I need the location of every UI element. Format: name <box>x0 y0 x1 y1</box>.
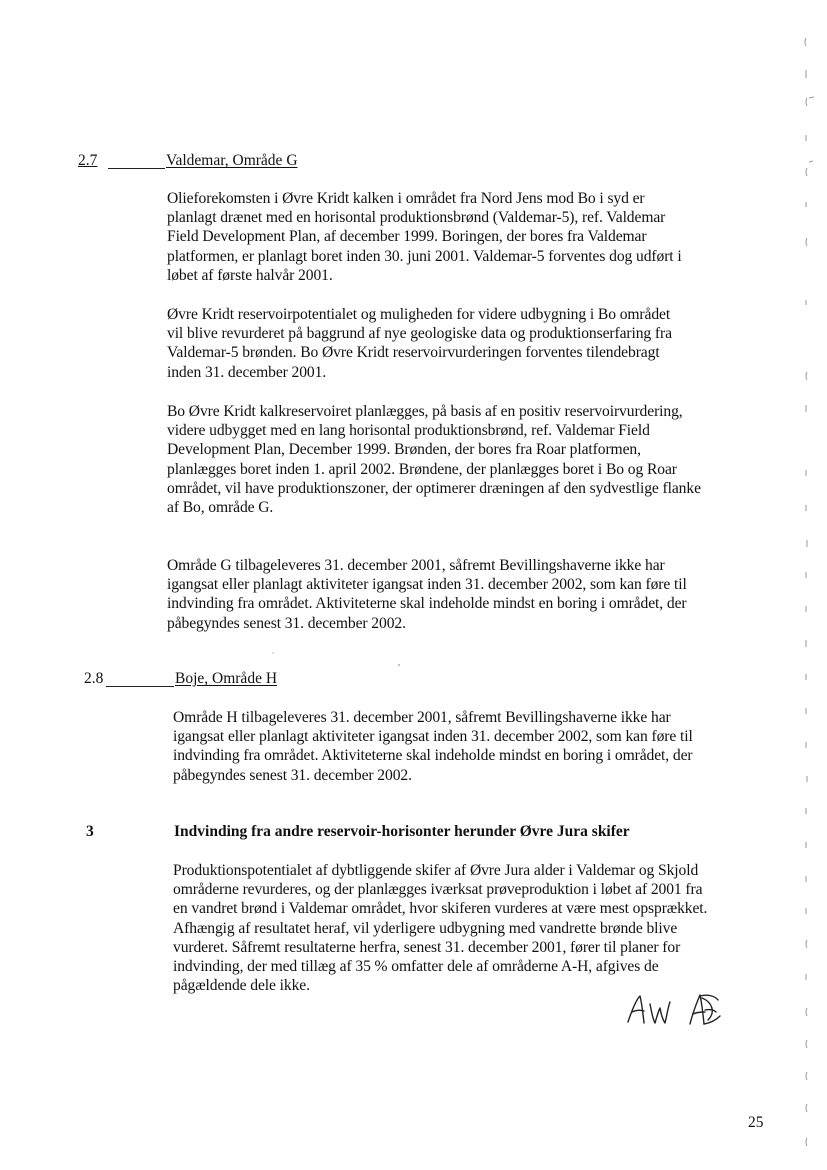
paragraph: Øvre Kridt reservoirpotentialet og muligheden for videre udbygning i Bo området vil blive revurderet på baggrund af nye geologiske data og produktionserfaring fra Valdemar-5 brønden. Bo Øvre Kridt reservoirvurderingen forventes tilendebragt inden 31. december 2001. <box>167 306 672 381</box>
paragraph: Produktionspotentialet af dybtliggende skifer af Øvre Jura alder i Valdemar og Skjold områderne revurderes, og der planlægges iværksat prøveproduktion i løbet af 2001 fra en vandret brønd i Valdemar området, hvor skiferen vurderes at være mest opsprækket. Afhængig af resultatet heraf, vil yderligere udbygning med vandrette brønde blive vurderet. Såfremt resultaterne herfra, senest 31. december 2001, fører til planer for indvinding, der med tillæg af 35 % omfatter dele af områderne A-H, afgives de pågældende dele ikke. <box>173 862 708 995</box>
signature-initials <box>620 990 730 1030</box>
section-title: Boje, Område H <box>175 670 278 687</box>
section-number: 2.7 <box>78 152 98 169</box>
scan-speck <box>396 662 402 668</box>
paragraph: Bo Øvre Kridt kalkreservoiret planlægges, på basis af en positiv reservoirvurdering, videre udbygget med en lang horisontal produktionsbrønd, ref. Valdemar Field Development Plan, December 1999. Brønden, der bores fra Roar platformen, planlægges boret inden 1. april 2002. Brøndene, der planlægges boret i Bo og Roar området, vil have produktionszoner, der optimerer dræningen af den sydvestlige flanke af Bo, område G. <box>167 403 701 517</box>
section-title: Indvinding fra andre reservoir-horisonter herunder Øvre Jura skifer <box>174 823 630 840</box>
scan-edge-marks <box>787 0 827 1170</box>
heading-rule <box>108 168 165 169</box>
paragraph: Område G tilbageleveres 31. december 2001, såfremt Bevillingshaverne ikke har igangsat eller planlagt aktiviteter igangsat inden 31. december 2002, som kan føre til indvinding fra området. Aktiviteterne skal indeholde mindst en boring i området, der påbegyndes senest 31. december 2002. <box>167 557 687 632</box>
section-number: 2.8 <box>84 670 104 687</box>
scan-speck <box>270 650 276 656</box>
paragraph: Olieforekomsten i Øvre Kridt kalken i området fra Nord Jens mod Bo i syd er planlagt drænet med en horisontal produktionsbrønd (Valdemar-5), ref. Valdemar Field Development Plan, af december 1999. Boringen, der bores fra Valdemar platformen, er planlagt boret inden 30. juni 2001. Valdemar-5 forventes dog udført i løbet af første halvår 2001. <box>167 190 682 284</box>
heading-rule <box>106 686 174 687</box>
section-title: Valdemar, Område G <box>166 152 298 169</box>
section-number: 3 <box>86 823 94 840</box>
paragraph: Område H tilbageleveres 31. december 2001, såfremt Bevillingshaverne ikke har igangsat eller planlagt aktiviteter igangsat inden 31. december 2002, som kan føre til indvinding fra området. Aktiviteterne skal indeholde mindst en boring i området, der påbegyndes senest 31. december 2002. <box>173 709 693 784</box>
page-number: 25 <box>748 1114 764 1131</box>
